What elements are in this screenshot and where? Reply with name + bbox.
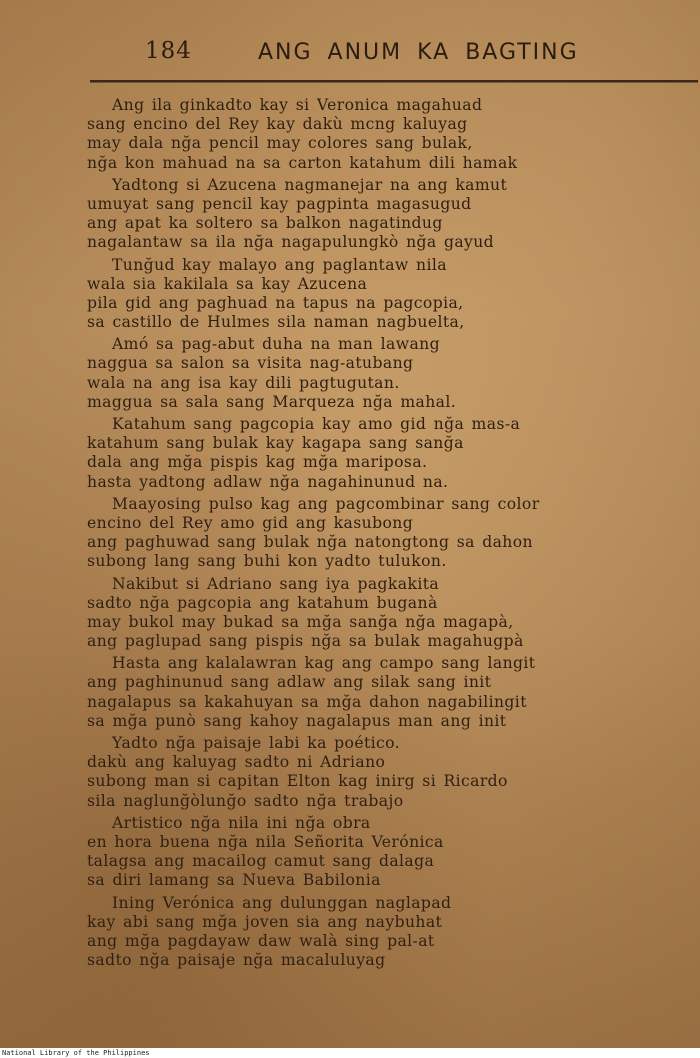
verse-line: hasta yadtong adlaw nğa nagahinunud na. bbox=[87, 472, 449, 491]
verse-line: encino del Rey amo gid ang kasubong bbox=[87, 513, 414, 532]
verse-line: sadto nğa paisaje nğa macaluluyag bbox=[87, 951, 386, 970]
verse-line: nagalapus sa kakahuyan sa mğa dahon nagabilingit bbox=[87, 692, 527, 711]
verse-line: sila naglunğòlunğo sadto nğa trabajo bbox=[87, 791, 404, 810]
verse-line: may dala nğa pencil may colores sang bulak, bbox=[87, 134, 473, 153]
stanza bbox=[82, 814, 682, 891]
verse-line: Tunğud kay malayo ang paglantaw nila bbox=[112, 255, 447, 274]
stanza bbox=[82, 415, 682, 492]
verse-line: dala ang mğa pispis kag mğa mariposa. bbox=[87, 453, 428, 472]
stanza bbox=[82, 495, 682, 572]
verse-line: Yadtong si Azucena nagmanejar na ang kamut bbox=[112, 175, 508, 194]
verse-line: Ining Verónica ang dulunggan naglapad bbox=[112, 893, 452, 912]
verse-line: sang encino del Rey kay dakù mcng kaluyag bbox=[87, 115, 468, 134]
verse-line: Katahum sang pagcopia kay amo gid nğa mas-a bbox=[112, 415, 521, 433]
verse-line: Amó sa pag-abut duha na man lawang bbox=[112, 335, 440, 354]
library-credit: National Library of the Philippines bbox=[2, 1049, 150, 1057]
stanza bbox=[82, 894, 682, 971]
verse-line: kay abi sang mğa joven sia ang naybuhat bbox=[87, 912, 443, 931]
verse-line: Yadto nğa paisaje labi ka poético. bbox=[112, 734, 401, 752]
verse-line: wala sia kakilala sa kay Azucena bbox=[87, 274, 368, 293]
verse-line: sa castillo de Hulmes sila naman nagbuelta, bbox=[87, 313, 465, 332]
verse-line: naggua sa salon sa visita nag-atubang bbox=[87, 354, 414, 373]
stanza bbox=[82, 335, 682, 412]
page-header bbox=[0, 38, 700, 78]
stanza bbox=[82, 96, 682, 173]
verse-line: nğa kon mahuad na sa carton katahum dili hamak bbox=[87, 153, 518, 172]
verse-line: sadto nğa pagcopia ang katahum buganà bbox=[87, 593, 438, 612]
verse-line: subong man si capitan Elton kag inirg si Ricardo bbox=[87, 772, 508, 791]
poem-body bbox=[82, 96, 682, 973]
verse-line: Maayosing pulso kag ang pagcombinar sang color bbox=[112, 494, 540, 513]
stanza bbox=[82, 256, 682, 333]
verse-line: subong lang sang buhi kon yadto tulukon. bbox=[87, 552, 447, 571]
verse-line: dakù ang kaluyag sadto ni Adriano bbox=[87, 753, 386, 772]
verse-line: may bukol may bukad sa mğa sanğa nğa magapà, bbox=[87, 612, 514, 631]
verse-line: wala na ang isa kay dili pagtugutan. bbox=[87, 373, 400, 392]
verse-line: maggua sa sala sang Marqueza nğa mahal. bbox=[87, 392, 457, 411]
verse-line: Hasta ang kalalawran kag ang campo sang langit bbox=[112, 654, 536, 673]
verse-line: ang paghuwad sang bulak nğa natongtong sa dahon bbox=[87, 533, 533, 552]
page-number: 184 bbox=[145, 38, 192, 64]
verse-line: Artistico nğa nila ini nğa obra bbox=[112, 813, 371, 832]
verse-line: Ang ila ginkadto kay si Veronica magahuad bbox=[112, 96, 483, 114]
verse-line: talagsa ang macailog camut sang dalaga bbox=[87, 852, 435, 871]
verse-line: sa diri lamang sa Nueva Babilonia bbox=[87, 871, 381, 890]
running-title: ANG ANUM KA BAGTING bbox=[258, 40, 579, 65]
verse-line: ang paghinunud sang adlaw ang silak sang init bbox=[87, 673, 492, 692]
stanza bbox=[82, 654, 682, 731]
verse-line: sa mğa punò sang kahoy nagalapus man ang init bbox=[87, 711, 507, 730]
verse-line: nagalantaw sa ila nğa nagapulungkò nğa gayud bbox=[87, 233, 495, 252]
header-rule bbox=[90, 80, 698, 83]
verse-line: ang paglupad sang pispis nğa sa bulak magahugpà bbox=[87, 632, 524, 651]
stanza bbox=[82, 734, 682, 811]
verse-line: pila gid ang paghuad na tapus na pagcopia, bbox=[87, 293, 464, 312]
verse-line: ang mğa pagdayaw daw walà sing pal-at bbox=[87, 931, 435, 950]
verse-line: Nakibut si Adriano sang iya pagkakita bbox=[112, 574, 440, 593]
stanza bbox=[82, 176, 682, 253]
footer-strip bbox=[0, 1048, 700, 1058]
verse-line: katahum sang bulak kay kagapa sang sanğa bbox=[87, 434, 464, 453]
verse-line: umuyat sang pencil kay pagpinta magasugud bbox=[87, 194, 472, 213]
verse-line: en hora buena nğa nila Señorita Verónica bbox=[87, 832, 444, 851]
stanza bbox=[82, 575, 682, 652]
verse-line: ang apat ka soltero sa balkon nagatindug bbox=[87, 214, 443, 233]
